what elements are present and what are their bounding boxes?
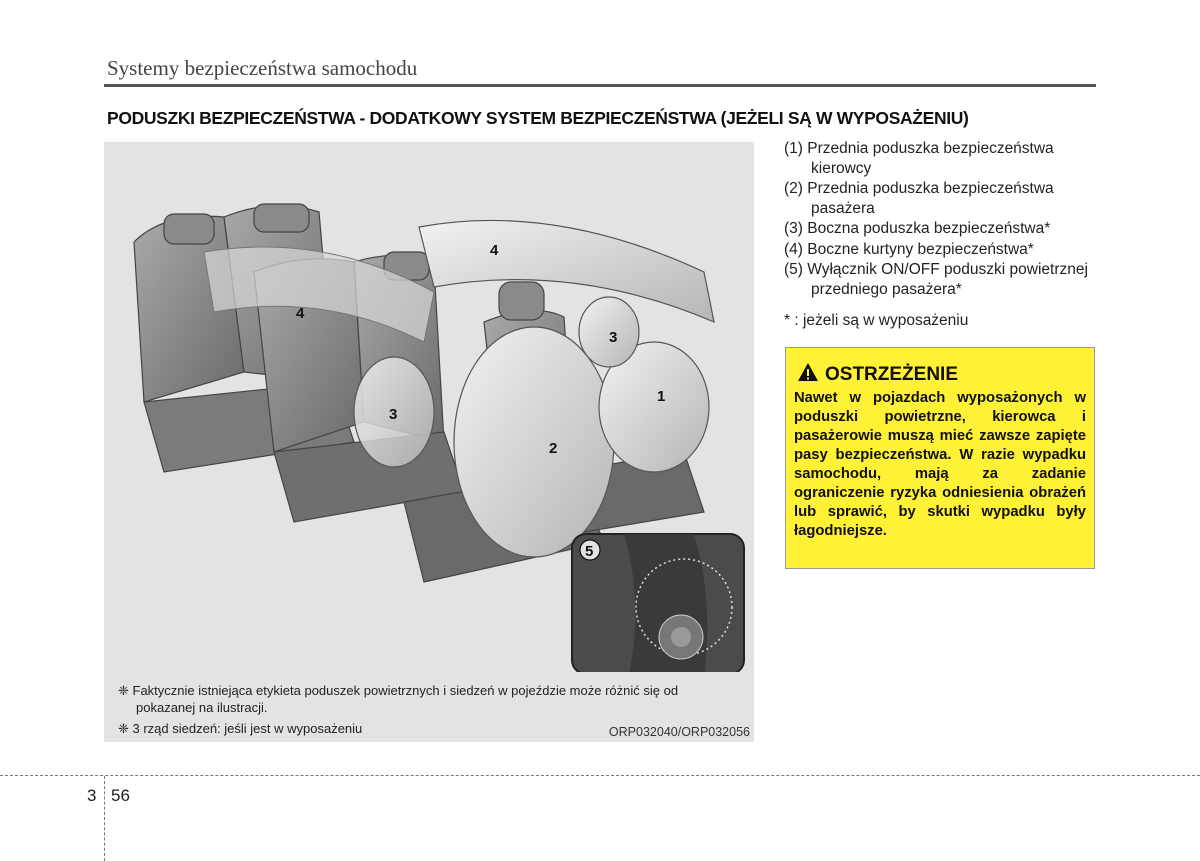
- callout-2: 2: [549, 440, 558, 457]
- figure-code: ORP032040/ORP032056: [608, 725, 750, 739]
- seat-drawing: [104, 142, 754, 672]
- warning-title: OSTRZEŻENIE: [825, 364, 959, 385]
- legend-item: (4) Boczne kurtyny bezpieczeństwa*: [784, 240, 1034, 258]
- airbag-illustration: [104, 142, 754, 742]
- callout-1: 1: [657, 388, 666, 405]
- header-rule: [104, 84, 1096, 87]
- warning-heading: [797, 362, 958, 386]
- warning-box: [785, 347, 1095, 569]
- airbag-legend: [784, 139, 1096, 331]
- legend-item: (2) Przednia poduszka bezpieczeństwa pasażera: [784, 180, 1054, 217]
- passenger-front-airbag: [454, 327, 614, 557]
- callout-5: 5: [585, 543, 594, 560]
- figure-note: ❈ 3 rząd siedzeń: jeśli jest w wyposażeniu: [118, 721, 363, 736]
- legend-footnote: * : jeżeli są w wyposażeniu: [784, 312, 969, 329]
- running-header: Systemy bezpieczeństwa samochodu: [107, 56, 418, 80]
- legend-item: (3) Boczna poduszka bezpieczeństwa*: [784, 220, 1051, 237]
- chapter-number: 3: [87, 786, 97, 805]
- figure-note: ❈ Faktycznie istniejąca etykieta poduszek powietrznych i siedzeń w pojeździe może różnić się od pokazanej na ilustracji.: [118, 683, 679, 715]
- legend-item: (1) Przednia poduszka bezpieczeństwa kierowcy: [784, 140, 1054, 177]
- page-number: 56: [111, 786, 130, 805]
- warning-text: Nawet w pojazdach wyposażonych w poduszki powietrzne, kierowca i pasażerowie muszą mieć zawsze zapięte pasy bezpieczeństwa. W razie wypadku samochodu, mają za zadanie ograniczenie ryzyka odniesienia obrażeń lub sprawić, by skutki wypadku były łagodniejsze.: [794, 390, 1086, 539]
- footer-rule: [0, 775, 1200, 776]
- legend-item: (5) Wyłącznik ON/OFF poduszki powietrznej przedniego pasażera*: [784, 261, 1088, 298]
- callout-4b: 4: [296, 305, 305, 322]
- callout-3a: 3: [609, 329, 618, 346]
- footer-divider: [104, 776, 105, 861]
- callout-4a: 4: [490, 242, 499, 259]
- section-title: PODUSZKI BEZPIECZEŃSTWA - DODATKOWY SYSTEM BEZPIECZEŃSTWA (JEŻELI SĄ W WYPOSAŻENIU): [107, 108, 969, 128]
- switch-inset: [572, 534, 744, 672]
- warning-triangle-icon: [797, 362, 819, 382]
- curtain-airbag: [419, 220, 714, 322]
- callout-3b: 3: [389, 406, 398, 423]
